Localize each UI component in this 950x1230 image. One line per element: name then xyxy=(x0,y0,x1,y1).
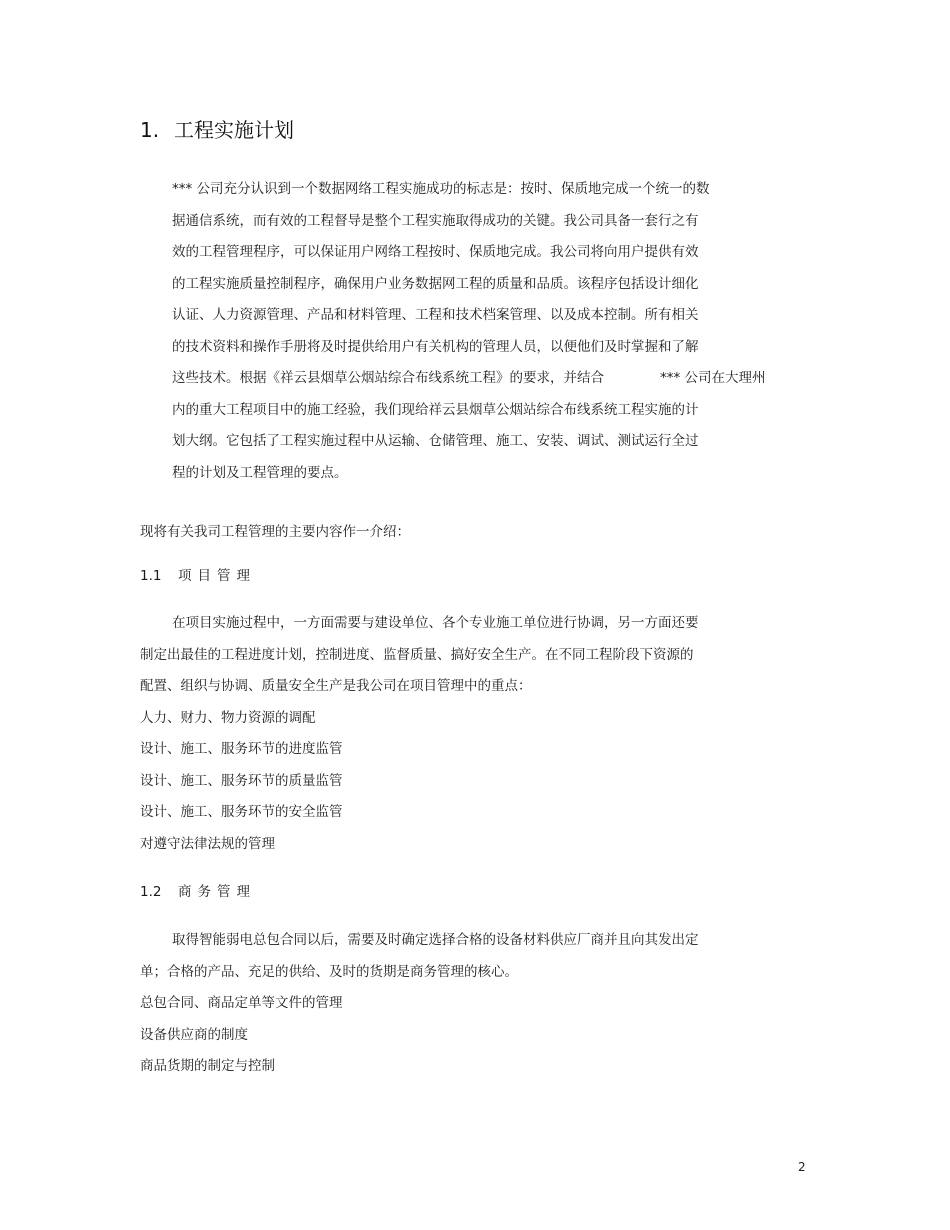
intro-line-part: *** 公司在大理州 xyxy=(660,370,766,386)
heading-number: 1. xyxy=(140,118,160,142)
intro-line: 内的重大工程项目中的施工经验，我们现给祥云县烟草公烟站综合布线系统工程实施的计 xyxy=(172,401,699,418)
intro-line: 效的工程管理程序，可以保证用户网络工程按时、保质地完成。我公司将向用户提供有效 xyxy=(172,244,699,260)
section-heading xyxy=(140,116,294,144)
lead-paragraph xyxy=(140,517,780,549)
subsection-title: 商务管理 xyxy=(178,884,256,900)
intro-line: *** 公司充分认识到一个数据网络工程实施成功的标志是：按时、保质地完成一个统一的数 xyxy=(172,181,710,197)
intro-line: 程的计划及工程管理的要点。 xyxy=(172,464,348,481)
list-item: 对遵守法律法规的管理 xyxy=(140,835,275,852)
intro-paragraph xyxy=(172,174,812,489)
list-item: 商品货期的制定与控制 xyxy=(140,1058,275,1074)
paragraph-line: 取得智能弱电总包合同以后，需要及时确定选择合格的设备材料供应厂商并且向其发出定 xyxy=(172,932,699,948)
paragraph-line: 配置、组织与协调、质量安全生产是我公司在项目管理中的重点： xyxy=(140,678,532,694)
project-management-body xyxy=(140,608,780,860)
subsection-title: 项目管理 xyxy=(178,568,256,584)
intro-line: 的工程实施质量控制程序，确保用户业务数据网工程的质量和品质。该程序包括设计细化 xyxy=(172,275,699,292)
intro-line xyxy=(172,363,812,395)
list-item: 设计、施工、服务环节的质量监管 xyxy=(140,772,343,789)
paragraph-line: 单；合格的产品、充足的供给、及时的货期是商务管理的核心。 xyxy=(140,963,518,980)
subsection-number: 1.2 xyxy=(140,884,162,900)
lead-line: 现将有关我司工程管理的主要内容作一介绍： xyxy=(140,524,410,540)
paragraph-line: 在项目实施过程中，一方面需要与建设单位、各个专业施工单位进行协调，另一方面还要 xyxy=(172,615,699,631)
intro-line: 认证、人力资源管理、产品和材料管理、工程和技术档案管理、以及成本控制。所有相关 xyxy=(172,307,699,323)
list-item: 设计、施工、服务环节的安全监管 xyxy=(140,804,343,820)
list-item: 人力、财力、物力资源的调配 xyxy=(140,709,316,726)
intro-line: 的技术资料和操作手册将及时提供给用户有关机构的管理人员，以便他们及时掌握和了解 xyxy=(172,338,699,355)
subsection-number: 1.1 xyxy=(140,568,162,584)
business-management-body xyxy=(140,925,780,1083)
intro-line: 划大纲。它包括了工程实施过程中从运输、仓储管理、施工、安装、调试、测试运行全过 xyxy=(172,433,699,449)
paragraph-line: 制定出最佳的工程进度计划，控制进度、监督质量、搞好安全生产。在不同工程阶段下资源的 xyxy=(140,646,694,663)
list-item: 设备供应商的制度 xyxy=(140,1026,248,1043)
list-item: 总包合同、商品定单等文件的管理 xyxy=(140,995,343,1011)
list-item: 设计、施工、服务环节的进度监管 xyxy=(140,741,343,757)
intro-line: 据通信系统，而有效的工程督导是整个工程实施取得成功的关键。我公司具备一套行之有 xyxy=(172,212,699,229)
page-number: 2 xyxy=(798,1160,806,1174)
heading-title: 工程实施计划 xyxy=(174,118,294,142)
subsection-heading xyxy=(140,566,256,586)
intro-line-part: 这些技术。根据《祥云县烟草公烟站综合布线系统工程》的要求，并结合 xyxy=(172,370,604,386)
subsection-heading xyxy=(140,882,256,902)
